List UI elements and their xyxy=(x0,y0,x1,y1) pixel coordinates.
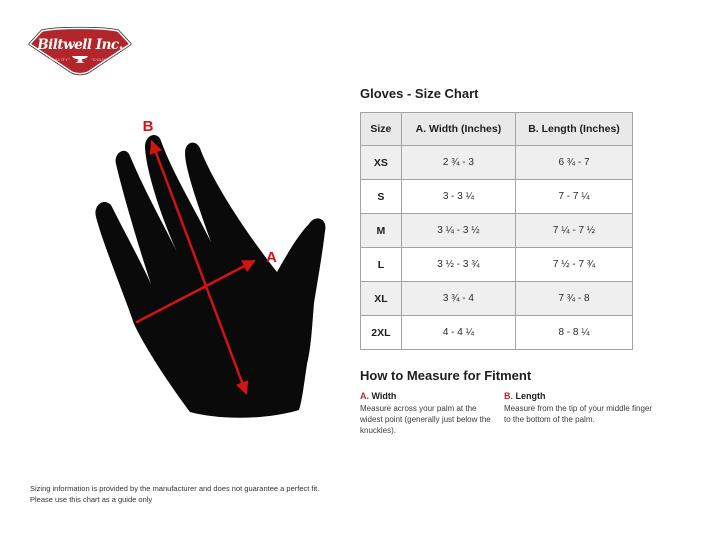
size-label: M xyxy=(361,214,402,248)
label-b: B xyxy=(142,118,154,135)
size-label: XL xyxy=(361,282,402,316)
measure-length-key: B. xyxy=(504,391,513,401)
logo-brand-text: Biltwell Inc. xyxy=(37,37,123,53)
measure-length-label: Length xyxy=(515,391,546,401)
biltwell-logo-badge xyxy=(28,26,132,76)
measure-width-key: A. xyxy=(360,391,369,401)
width-value: 3 ½ - 3 ¾ xyxy=(401,248,515,282)
table-header-row xyxy=(361,113,633,146)
table-row xyxy=(361,214,633,248)
measure-item-width xyxy=(360,391,500,436)
width-value: 3 ¼ - 3 ½ xyxy=(401,214,515,248)
length-value: 7 ¾ - 8 xyxy=(516,282,633,316)
size-chart-title: Gloves - Size Chart xyxy=(360,86,479,101)
measure-section-title: How to Measure for Fitment xyxy=(360,368,532,383)
size-label: XS xyxy=(361,146,402,180)
logo-tagline-left: “QUALITY” xyxy=(45,57,71,62)
measure-length-text: Measure from the tip of your middle finger to the bottom of the palm. xyxy=(504,404,653,424)
hand-measurement-diagram xyxy=(85,112,341,428)
table-row xyxy=(361,180,633,214)
size-chart-table xyxy=(360,112,633,350)
col-header-size: Size xyxy=(361,113,402,146)
length-value: 7 ½ - 7 ¾ xyxy=(516,248,633,282)
table-row xyxy=(361,316,633,350)
label-a: A xyxy=(266,249,277,266)
size-label: S xyxy=(361,180,402,214)
table-row xyxy=(361,282,633,316)
measure-width-heading xyxy=(360,391,500,401)
disclaimer-line-2: Please use this chart as a guide only xyxy=(30,494,153,504)
table-row xyxy=(361,248,633,282)
width-value: 3 ¾ - 4 xyxy=(401,282,515,316)
table-row xyxy=(361,146,633,180)
disclaimer xyxy=(30,484,319,505)
measure-width-text: Measure across your palm at the widest point (generally just below the knuckles). xyxy=(360,404,491,435)
size-label: 2XL xyxy=(361,316,402,350)
length-value: 7 - 7 ¼ xyxy=(516,180,633,214)
measure-columns xyxy=(360,391,656,436)
size-label: L xyxy=(361,248,402,282)
col-header-length: B. Length (Inches) xyxy=(516,113,633,146)
length-value: 7 ¼ - 7 ½ xyxy=(516,214,633,248)
measure-length-heading xyxy=(504,391,656,401)
measure-item-length xyxy=(504,391,656,436)
width-value: 2 ¾ - 3 xyxy=(401,146,515,180)
measure-width-label: Width xyxy=(371,391,397,401)
disclaimer-line-1: Sizing information is provided by the manufacturer and does not guarantee a perfect fit. xyxy=(30,484,320,493)
length-value: 6 ¾ - 7 xyxy=(516,146,633,180)
logo-tagline-right: “COUNTS” xyxy=(91,57,115,62)
hand-silhouette xyxy=(95,135,325,418)
width-value: 3 - 3 ¼ xyxy=(401,180,515,214)
width-value: 4 - 4 ¼ xyxy=(401,316,515,350)
length-value: 8 - 8 ¼ xyxy=(516,316,633,350)
col-header-width: A. Width (Inches) xyxy=(401,113,515,146)
